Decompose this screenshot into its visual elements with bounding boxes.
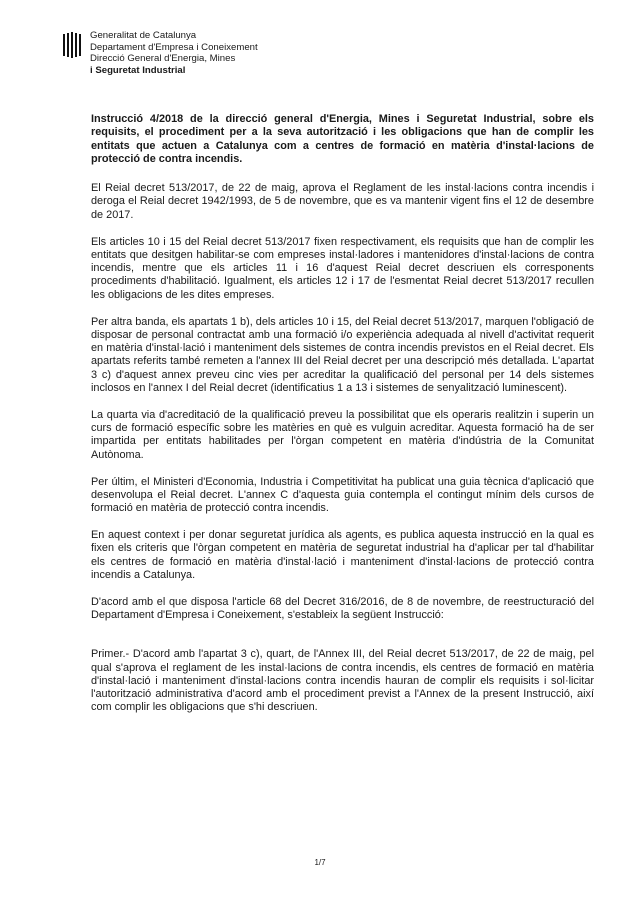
generalitat-logo-icon bbox=[62, 32, 84, 58]
paragraph-1: El Reial decret 513/2017, de 22 de maig, aprova el Reglament de les instal·lacions contra incendis i deroga el Reial decret 1942/1993, de 5 de novembre, que es va mantenir vigent fins el 12 de desembre de 2017. bbox=[91, 182, 594, 221]
paragraph-4: La quarta via d'acreditació de la qualificació preveu la possibilitat que els operaris realitzin i superin un curs de formació específic sobre les matèries en què es vulguin acreditar. Aquesta formació ha de ser impartida per entitats habilitades per l'òrgan competent en matèria d'indústria de la Comunitat Autònoma. bbox=[91, 408, 594, 461]
paragraph-6: En aquest context i per donar seguretat jurídica als agents, es publica aquesta instrucció en la qual es fixen els criteris que l'òrgan competent en matèria de seguretat industrial ha d'aplicar per tal d'habilitar els centres de formació en matèria d'instal·lació i manteniment d'instal·lacions de protecció contra incendis a Catalunya. bbox=[91, 528, 594, 581]
paragraph-7: D'acord amb el que disposa l'article 68 del Decret 316/2016, de 8 de novembre, de reestructuració del Departament d'Empresa i Coneixement, s'estableix la següent Instrucció: bbox=[91, 595, 594, 621]
org-line-1: Generalitat de Catalunya bbox=[90, 30, 197, 41]
page-number: 1/7 bbox=[314, 858, 326, 867]
document-body bbox=[91, 113, 594, 728]
document-title: Instrucció 4/2018 de la direcció general d'Energia, Mines i Seguretat Industrial, sobre els requisits, el procediment per a la seva autorització i les obligacions que han de complir les entitats que actuen a Catalunya com a centres de formació en matèria d'instal·lacions de protecció de contra incendis. bbox=[91, 113, 594, 165]
org-line-3: Direcció General d'Energia, Mines bbox=[90, 53, 236, 64]
paragraph-5: Per últim, el Ministeri d'Economia, Industria i Competitivitat ha publicat una guia tècnica d'aplicació que desenvolupa el Reial decret. L'annex C d'aquesta guia contempla el contingut mínim dels cursos de formació en matèria de protecció contra incendis. bbox=[91, 475, 594, 515]
org-line-4: i Seguretat Industrial bbox=[90, 64, 186, 76]
paragraph-3: Per altra banda, els apartats 1 b), dels articles 10 i 15, del Reial decret 513/2017, marquen l'obligació de disposar de personal contractat amb una formació i/o experiència adequada al nivell d'activitat requerit en matèria d'instal·lació i manteniment dels sistemes de contra incendis previstos en el Reial decret. Els apartats referits també remeten a l'annex III del Reial decret per una descripció més detallada. L'apartat 3 c) d'aquest annex preveu cinc vies per acreditar la qualificació del personal per 14 dels sistemes inclosos en l'annex I del Reial decret (identificatius 1 a 13 i sistemes de senyalització luminescent). bbox=[91, 315, 594, 395]
paragraph-8: Primer.- D'acord amb l'apartat 3 c), quart, de l'Annex III, del Reial decret 513/2017, de 22 de maig, pel qual s'aprova el reglament de les instal·lacions de contra incendis, els centres de formació en matèria d'instal·lació i manteniment d'instal·lacions contra incendis hauran de complir els requisits i sol·licitar l'autorització administrativa d'acord amb el procediment previst a l'Annex de la present Instrucció, així com complir les obligacions que s'hi descriuen. bbox=[91, 648, 594, 714]
paragraph-2: Els articles 10 i 15 del Reial decret 513/2017 fixen respectivament, els requisits que han de complir les entitats que desitgen habilitar-se com empreses instal·ladores i mantenidores d'instal·lacions de contra incendis, mentre que els articles 11 i 16 d'aquest Reial decret descriuen els corresponents procediments d'habilitació. Igualment, els articles 12 i 17 de l'esmentat Reial decret 513/2017 recullen les obligacions de les dites empreses. bbox=[91, 235, 594, 301]
org-line-2: Departament d'Empresa i Coneixement bbox=[90, 41, 258, 53]
organization-name bbox=[90, 30, 258, 76]
